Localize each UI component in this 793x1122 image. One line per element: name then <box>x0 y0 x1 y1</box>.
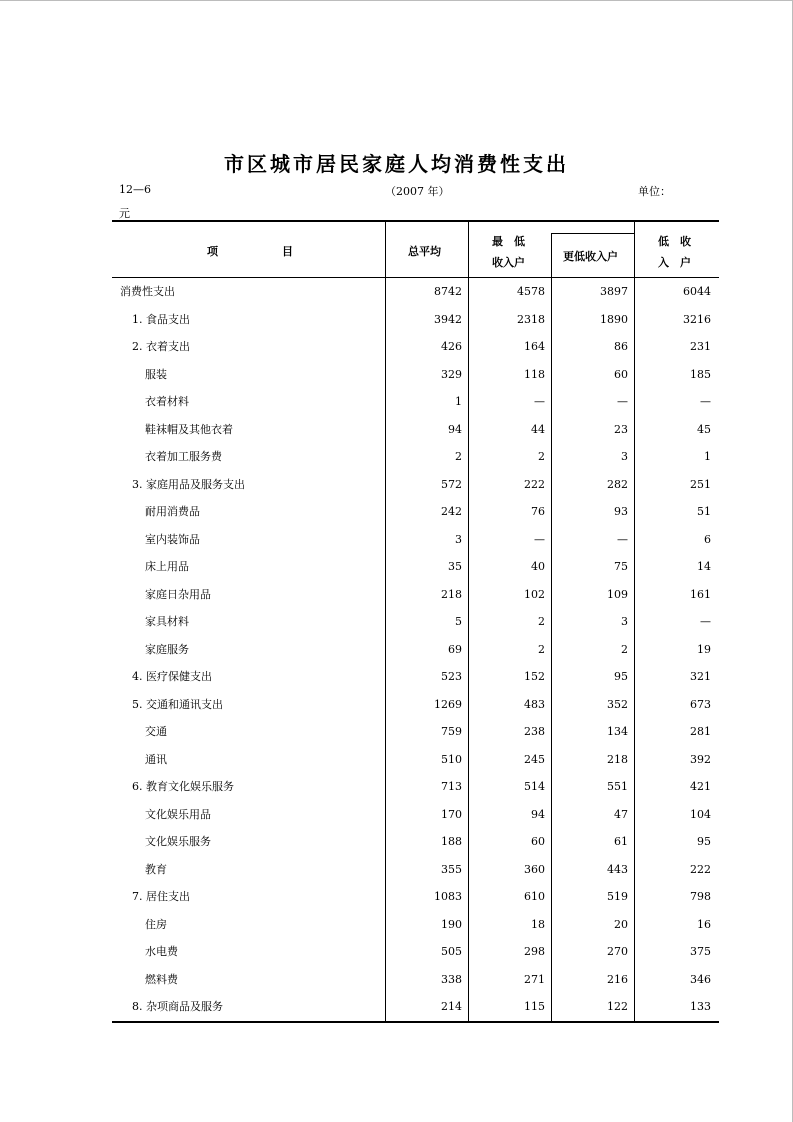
row-label: 7. 居住支出 <box>132 890 190 903</box>
cell-low: 161 <box>690 587 711 601</box>
cell-total: 523 <box>441 670 462 683</box>
cell-very-low: 352 <box>607 697 628 711</box>
table-row <box>112 553 719 581</box>
table-code: 12—6 <box>119 183 151 196</box>
row-label: 8. 杂项商品及服务 <box>132 1000 223 1013</box>
cell-very-low: 75 <box>614 560 628 573</box>
row-label: 3. 家庭用品及服务支出 <box>132 477 245 491</box>
row-label: 服装 <box>145 367 167 381</box>
table-row <box>112 333 719 361</box>
cell-low: 231 <box>690 340 711 353</box>
subheader-rule <box>552 233 635 234</box>
cell-total: 572 <box>441 477 462 491</box>
table-row <box>112 526 719 554</box>
cell-very-low: 282 <box>607 477 628 491</box>
row-label: 衣着加工服务费 <box>145 450 222 463</box>
table-row <box>112 608 719 636</box>
header-total: 总平均 <box>408 245 441 258</box>
cell-total: 3 <box>455 532 462 546</box>
cell-total: 505 <box>441 945 462 958</box>
cell-lowest: 514 <box>524 780 545 793</box>
header-lowest-b: 收入户 <box>492 256 525 269</box>
cell-low: 51 <box>697 505 711 518</box>
unit-label: 单位： <box>638 185 671 198</box>
cell-lowest: 245 <box>524 752 545 766</box>
cell-total: 170 <box>441 807 462 821</box>
row-label: 1. 食品支出 <box>132 312 190 326</box>
row-label: 家庭服务 <box>145 642 189 656</box>
table-row <box>112 828 719 856</box>
cell-very-low: 218 <box>607 752 628 766</box>
table-row <box>112 581 719 609</box>
cell-lowest: 18 <box>531 917 545 931</box>
row-label: 鞋袜帽及其他衣着 <box>145 422 233 436</box>
table-row <box>112 361 719 389</box>
cell-total: 3942 <box>434 312 462 326</box>
cell-total: 35 <box>448 560 462 573</box>
cell-total: 759 <box>441 725 462 738</box>
cell-total: 355 <box>441 862 462 876</box>
cell-lowest: 152 <box>524 670 545 683</box>
cell-total: 188 <box>441 835 462 848</box>
cell-low: 185 <box>690 367 711 381</box>
cell-low: 95 <box>697 835 711 848</box>
table-row <box>112 416 719 444</box>
cell-low: 321 <box>690 670 711 683</box>
table-year: （2007 年） <box>385 185 450 198</box>
cell-lowest: 2 <box>538 450 545 463</box>
cell-lowest: 238 <box>524 725 545 738</box>
table-row <box>112 938 719 966</box>
header-lowest-a: 最 低 <box>492 235 525 248</box>
cell-lowest: 115 <box>524 1000 545 1013</box>
cell-very-low: 61 <box>614 835 628 848</box>
table-row <box>112 306 719 334</box>
table-row <box>112 993 719 1021</box>
cell-total: 338 <box>441 972 462 986</box>
header-very-low: 更低收入户 <box>563 250 618 263</box>
cell-very-low: 3897 <box>600 285 628 298</box>
cell-very-low: 551 <box>607 780 628 793</box>
cell-very-low: 20 <box>614 917 628 931</box>
cell-low: 133 <box>690 1000 711 1013</box>
cell-lowest: 118 <box>524 367 545 381</box>
row-label: 床上用品 <box>145 560 189 573</box>
cell-total: 510 <box>441 752 462 766</box>
row-label: 衣着材料 <box>145 395 189 408</box>
cell-very-low: 95 <box>614 670 628 683</box>
cell-lowest: 483 <box>524 697 545 711</box>
cell-low: 392 <box>690 752 711 766</box>
cell-total: 1269 <box>434 697 462 711</box>
page-top-border <box>0 0 793 1</box>
cell-total: 190 <box>441 917 462 931</box>
header-low-b: 入 户 <box>658 256 691 269</box>
cell-very-low: 86 <box>614 340 628 353</box>
cell-total: 218 <box>441 587 462 601</box>
cell-low: 281 <box>690 725 711 738</box>
cell-low: 222 <box>690 862 711 876</box>
cell-low: 19 <box>697 642 711 656</box>
cell-very-low: 2 <box>621 642 628 656</box>
page-title: 市区城市居民家庭人均消费性支出 <box>224 152 569 176</box>
table-row <box>112 443 719 471</box>
row-label: 4. 医疗保健支出 <box>132 670 212 683</box>
cell-lowest: 222 <box>524 477 545 491</box>
cell-lowest: 76 <box>531 505 545 518</box>
cell-total: 329 <box>441 367 462 381</box>
cell-total: 8742 <box>434 285 462 298</box>
row-label: 住房 <box>145 917 167 931</box>
cell-total: 1083 <box>434 890 462 903</box>
cell-low: 16 <box>697 917 711 931</box>
row-label: 6. 教育文化娱乐服务 <box>132 780 234 793</box>
header-low-a: 低 收 <box>658 235 691 248</box>
cell-very-low: 443 <box>607 862 628 876</box>
cell-low: 346 <box>690 972 711 986</box>
table-row <box>112 691 719 719</box>
table-row <box>112 471 719 499</box>
cell-very-low: 23 <box>614 422 628 436</box>
cell-total: 94 <box>448 422 462 436</box>
cell-total: 214 <box>441 1000 462 1013</box>
cell-low: 104 <box>690 807 711 821</box>
cell-very-low: 109 <box>607 587 628 601</box>
cell-very-low: 93 <box>614 505 628 518</box>
cell-lowest: 360 <box>524 862 545 876</box>
cell-low: — <box>700 615 711 628</box>
table-row <box>112 773 719 801</box>
header-item-a: 项 <box>207 245 218 258</box>
cell-very-low: 134 <box>607 725 628 738</box>
table-top-rule <box>112 220 719 222</box>
cell-lowest: 2 <box>538 642 545 656</box>
cell-very-low: 47 <box>614 807 628 821</box>
cell-total: 1 <box>455 395 462 408</box>
row-label: 通讯 <box>145 752 167 766</box>
table-row <box>112 278 719 306</box>
row-label: 消费性支出 <box>120 285 175 298</box>
cell-very-low: 122 <box>607 1000 628 1013</box>
cell-very-low: 3 <box>621 615 628 628</box>
cell-very-low: — <box>617 395 628 408</box>
row-label: 2. 衣着支出 <box>132 340 190 353</box>
table-row <box>112 718 719 746</box>
row-label: 5. 交通和通讯支出 <box>132 697 223 711</box>
cell-total: 5 <box>455 615 462 628</box>
cell-lowest: 271 <box>524 972 545 986</box>
cell-total: 426 <box>441 340 462 353</box>
table-row <box>112 498 719 526</box>
cell-very-low: 3 <box>621 450 628 463</box>
row-label: 耐用消费品 <box>145 505 200 518</box>
cell-lowest: 102 <box>524 587 545 601</box>
table-row <box>112 801 719 829</box>
cell-low: 421 <box>690 780 711 793</box>
cell-total: 242 <box>441 505 462 518</box>
cell-lowest: 40 <box>531 560 545 573</box>
row-label: 水电费 <box>145 945 178 958</box>
cell-lowest: 60 <box>531 835 545 848</box>
table-row <box>112 966 719 994</box>
cell-total: 69 <box>448 642 462 656</box>
table-row <box>112 911 719 939</box>
row-label: 交通 <box>145 725 167 738</box>
row-label: 家庭日杂用品 <box>145 587 211 601</box>
cell-lowest: — <box>534 395 545 408</box>
cell-low: — <box>700 395 711 408</box>
cell-low: 14 <box>697 560 711 573</box>
table-row <box>112 856 719 884</box>
table-row <box>112 746 719 774</box>
header-item-b: 目 <box>282 245 293 258</box>
cell-lowest: 94 <box>531 807 545 821</box>
cell-lowest: 610 <box>524 890 545 903</box>
cell-total: 2 <box>455 450 462 463</box>
cell-lowest: 4578 <box>517 285 545 298</box>
cell-very-low: 270 <box>607 945 628 958</box>
cell-lowest: 164 <box>524 340 545 353</box>
row-label: 室内装饰品 <box>145 532 200 546</box>
row-label: 文化娱乐用品 <box>145 807 211 821</box>
cell-low: 6 <box>704 532 711 546</box>
row-label: 文化娱乐服务 <box>145 835 211 848</box>
cell-very-low: 216 <box>607 972 628 986</box>
table-row <box>112 388 719 416</box>
row-label: 燃料费 <box>145 972 178 986</box>
cell-lowest: 2318 <box>517 312 545 326</box>
row-label: 家具材料 <box>145 615 189 628</box>
cell-lowest: 2 <box>538 615 545 628</box>
cell-low: 798 <box>690 890 711 903</box>
table-row <box>112 636 719 664</box>
cell-low: 6044 <box>683 285 711 298</box>
table-row <box>112 663 719 691</box>
table-row <box>112 883 719 911</box>
cell-low: 251 <box>690 477 711 491</box>
cell-total: 713 <box>441 780 462 793</box>
cell-low: 375 <box>690 945 711 958</box>
cell-lowest: 298 <box>524 945 545 958</box>
cell-lowest: — <box>534 532 545 546</box>
cell-very-low: — <box>617 532 628 546</box>
cell-low: 3216 <box>683 312 711 326</box>
cell-very-low: 1890 <box>600 312 628 326</box>
table-bottom-rule <box>112 1021 719 1023</box>
row-label: 教育 <box>145 862 167 876</box>
cell-low: 1 <box>704 450 711 463</box>
unit-value: 元 <box>119 207 130 220</box>
cell-very-low: 519 <box>607 890 628 903</box>
cell-low: 45 <box>697 422 711 436</box>
cell-very-low: 60 <box>614 367 628 381</box>
cell-lowest: 44 <box>531 422 545 436</box>
cell-low: 673 <box>690 697 711 711</box>
